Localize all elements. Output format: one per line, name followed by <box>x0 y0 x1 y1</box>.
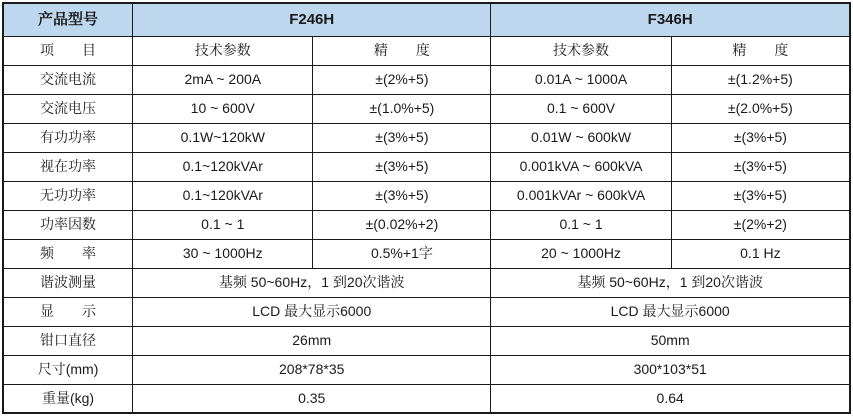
spec-param-value: 2mA ~ 200A <box>133 65 313 94</box>
spec-row-frequency <box>3 239 850 268</box>
spec-row-ac-current <box>3 65 850 94</box>
product-model-label: 产品型号 <box>3 3 133 36</box>
spec-param-value: 30 ~ 1000Hz <box>133 239 313 268</box>
spec-item-label: 钳口直径 <box>3 326 133 355</box>
param-column-header-2: 技术参数 <box>491 36 671 65</box>
merged-value: 26mm <box>133 326 491 355</box>
spec-param-value: 0.01A ~ 1000A <box>491 65 671 94</box>
merged-value: 基频 50~60Hz，1 到20次谐波 <box>491 268 850 297</box>
spec-item-label: 尺寸(mm) <box>3 355 133 384</box>
merged-value: LCD 最大显示6000 <box>133 297 491 326</box>
param-column-header-1: 技术参数 <box>133 36 313 65</box>
merged-row-jaw-diameter <box>3 326 850 355</box>
spec-param-value: 0.01W ~ 600kW <box>491 123 671 152</box>
merged-row-display <box>3 297 850 326</box>
spec-item-label: 功率因数 <box>3 210 133 239</box>
spec-param-value: 0.1~120kVAr <box>133 152 313 181</box>
spec-item-label: 显 示 <box>3 297 133 326</box>
spec-row-ac-voltage <box>3 94 850 123</box>
spec-accuracy-value: ±(3%+5) <box>671 152 850 181</box>
spec-param-value: 0.1 ~ 1 <box>133 210 313 239</box>
spec-item-label: 有功功率 <box>3 123 133 152</box>
spec-param-value: 20 ~ 1000Hz <box>491 239 671 268</box>
spec-param-value: 0.001kVA ~ 600kVA <box>491 152 671 181</box>
spec-row-power-factor <box>3 210 850 239</box>
merged-value: 基频 50~60Hz，1 到20次谐波 <box>133 268 491 297</box>
spec-item-label: 谐波测量 <box>3 268 133 297</box>
spec-accuracy-value: ±(3%+5) <box>671 123 850 152</box>
sub-header-row <box>3 36 850 65</box>
merged-value: 208*78*35 <box>133 355 491 384</box>
spec-accuracy-value: ±(2%+2) <box>671 210 850 239</box>
spec-item-label: 视在功率 <box>3 152 133 181</box>
spec-row-apparent-power <box>3 152 850 181</box>
item-column-header: 项 目 <box>3 36 133 65</box>
spec-accuracy-value: ±(1.2%+5) <box>671 65 850 94</box>
spec-accuracy-value: 0.5%+1字 <box>313 239 491 268</box>
spec-param-value: 0.1 ~ 600V <box>491 94 671 123</box>
spec-item-label: 频 率 <box>3 239 133 268</box>
merged-value: 0.64 <box>491 384 850 413</box>
merged-value: 300*103*51 <box>491 355 850 384</box>
spec-accuracy-value: ±(1.0%+5) <box>313 94 491 123</box>
spec-row-reactive-power <box>3 181 850 210</box>
spec-accuracy-value: ±(3%+5) <box>313 152 491 181</box>
spec-param-value: 0.1 ~ 1 <box>491 210 671 239</box>
spec-item-label: 无功功率 <box>3 181 133 210</box>
spec-item-label: 交流电压 <box>3 94 133 123</box>
spec-accuracy-value: 0.1 Hz <box>671 239 850 268</box>
merged-row-weight <box>3 384 850 413</box>
accuracy-column-header-2: 精 度 <box>671 36 850 65</box>
merged-value: 0.35 <box>133 384 491 413</box>
model-name-f346h: F346H <box>491 3 850 36</box>
spec-row-active-power <box>3 123 850 152</box>
spec-param-value: 10 ~ 600V <box>133 94 313 123</box>
spec-accuracy-value: ±(0.02%+2) <box>313 210 491 239</box>
spec-accuracy-value: ±(3%+5) <box>671 181 850 210</box>
spec-item-label: 交流电流 <box>3 65 133 94</box>
accuracy-column-header-1: 精 度 <box>313 36 491 65</box>
model-name-f246h: F246H <box>133 3 491 36</box>
spec-param-value: 0.1~120kVAr <box>133 181 313 210</box>
spec-param-value: 0.001kVAr ~ 600kVA <box>491 181 671 210</box>
merged-value: LCD 最大显示6000 <box>491 297 850 326</box>
merged-value: 50mm <box>491 326 850 355</box>
product-spec-table <box>2 2 851 414</box>
spec-accuracy-value: ±(3%+5) <box>313 181 491 210</box>
spec-accuracy-value: ±(3%+5) <box>313 123 491 152</box>
spec-accuracy-value: ±(2%+5) <box>313 65 491 94</box>
model-header-row <box>3 3 850 36</box>
spec-param-value: 0.1W~120kW <box>133 123 313 152</box>
merged-row-dimensions <box>3 355 850 384</box>
spec-item-label: 重量(kg) <box>3 384 133 413</box>
spec-accuracy-value: ±(2.0%+5) <box>671 94 850 123</box>
merged-row-harmonics <box>3 268 850 297</box>
